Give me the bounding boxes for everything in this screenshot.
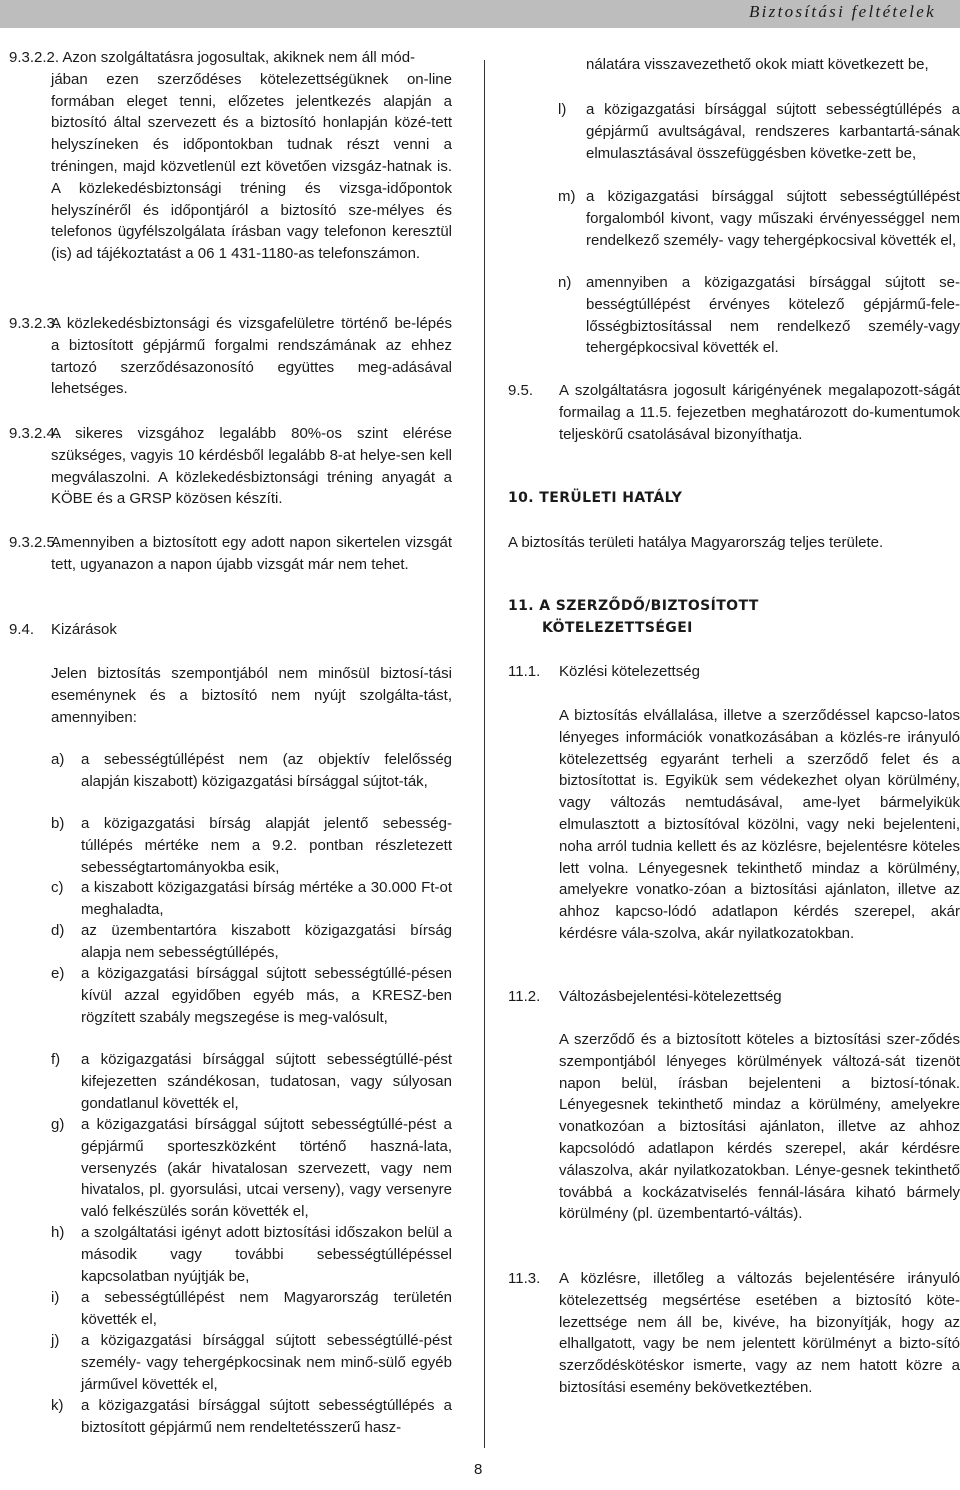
section-11-1-heading [508,661,960,683]
section-11-1-text [559,705,960,945]
list-item-f [51,1049,452,1114]
list-item-l [558,99,960,164]
list-text: a közigazgatási bírsággal sújtott sebességtúllépés a gépjármű avultságával, rendszeres karbantartá-sának elmulasztásával összefüggésben követke-zett be, [586,101,960,162]
list-text: a közigazgatási bírsággal sújtott sebességtúllé-pést kifejezetten szándékosan, tudatosan, vagy súlyosan gondatlanul követték el, [81,1051,452,1112]
list-text: a sebességtúllépést nem Magyarország területén követték el, [81,1289,452,1328]
list-item-j [51,1330,452,1395]
list-item-k [51,1395,452,1439]
section-text: jában ezen szerződéses kötelezettségüknek on-line formában eleget tenni, előzetes jelentkezés alapján a biztosító által szervezett és a biztosító honlapján közé-tett helyszíneken és időpontokban tudnak részt venni a tréningen, majd közvetlenül ezt követően vizsgáz-hatnak is. A közlekedésbiztonsági tréning és vizsga-időpontok helyszínéről és időpontjáról a biztosító sze-mélyes és telefonos ügyfélszolgálata írásban vagy telefonon keresztül (is) ad tájékoztatást a 06 1 431-1180-as telefonszámon. [51,70,452,263]
section-text: A szolgáltatásra jogosult kárigényének megalapozott-ságát formailag a 11.5. fejezetben meghatározott do-kumentumok teljeskörű csatolásával bizonyíthatja. [559,382,960,443]
list-item-m [558,186,960,251]
section-9-3-2-5 [9,532,452,576]
list-text: a közigazgatási bírsággal sújtott sebességtúllépés a biztosított gépjármű nem rendeltetésszerű hasz- [81,1397,452,1436]
list-text: a sebességtúllépést nem (az objektív felelősség alapján kiszabott) közigazgatási bírsággal sújtot-ták, [81,751,452,790]
list-text: nálatára visszavezethető okok miatt következett be, [586,56,929,73]
section-text: Amennyiben a biztosított egy adott napon sikertelen vizsgát tett, ugyanazon a napon újabb vizsgát már nem tehet. [51,534,452,573]
section-number: 11.3. [508,1270,541,1287]
page-number: 8 [474,1461,483,1478]
list-text: a közigazgatási bírsággal sújtott sebességtúllépést forgalomból kivont, vagy műszaki érvényességgel nem rendelkező személy- vagy tehergépkocsival követték el, [586,188,960,249]
section-9-4-heading [9,619,452,641]
section-number: 9.4. [9,621,35,638]
list-text: a közigazgatási bírság alapját jelentő sebesség-túllépés mértéke nem a 9.2. pontban részletezett sebességtartományokba esik, [81,815,452,876]
list-item-e [51,963,452,1028]
section-text: A közlekedésbiztonsági és vizsgafelületre történő be-lépés a biztosított gépjármű forgalmi rendszámának az ehhez tartozó szerződésazonosító együttes meg-adásával lehetséges. [51,315,452,398]
list-item-i [51,1287,452,1331]
header-title: Biztosítási feltételek [748,2,936,21]
section-title: Kizárások [51,621,117,638]
list-letter: l) [558,101,567,118]
list-text: a kiszabott közigazgatási bírság mértéke a 30.000 Ft-ot meghaladta, [81,879,452,918]
list-letter: a) [51,751,65,768]
section-number: 11.1. [508,663,541,680]
section-text: A szerződő és a biztosított köteles a biztosítási szer-ződés szempontjából lényeges körülmények változá-sát tizenöt napon belül, írásban bejelenteni a biztosí-tónak. Lényegesnek tekinthető mindaz a körülmény, amelyekre vonatkozóan a biztosítási ajánlaton, illetve az ahhoz kapcsolódó adatlapon kérdés szerepel, akár kérdésre válaszolva, akár nyilatkozatokban. Lénye-gesnek tekinthető továbbá a kockázatviselés fennál-lására kiható bármely körülmény (pl. üzembentartó-váltás). [559,1031,960,1223]
list-letter: j) [51,1332,60,1349]
list-letter: m) [558,188,576,205]
section-11-3 [508,1268,960,1399]
heading-11-line2: KÖTELEZETTSÉGEI [542,620,693,636]
list-item-c [51,877,452,921]
list-item-d [51,920,452,964]
section-title: Változásbejelentési-kötelezettség [559,988,782,1005]
list-letter: c) [51,879,64,896]
section-9-3-2-4 [9,423,452,510]
section-11-2-text [559,1029,960,1225]
list-item-h [51,1222,452,1287]
list-item-k-continued [586,54,960,76]
section-title: Közlési kötelezettség [559,663,700,680]
section-text: Jelen biztosítás szempontjából nem minősül biztosí-tási eseménynek és a biztosító nem nyújt szolgálta-tást, amennyiben: [51,665,452,726]
list-text: a közigazgatási bírsággal sújtott sebességtúllé-pést személy- vagy tehergépkocsinak nem minő-sülő egyéb járművel követték el, [81,1332,452,1393]
list-item-b [51,813,452,878]
section-number: 9.5. [508,382,534,399]
section-text: A közlésre, illetőleg a változás bejelentésére irányuló kötelezettség megsértése esetében a biztosító köte-lezettsége nem áll be, kivéve, ha bizonyítják, hogy az elhallgatott, vagy be nem jelentett körülményt a bizto-sító szerződéskötéskor ismerte, vagy az nem hatott közre a biztosítási esemény bekövetkeztében. [559,1270,960,1396]
list-text: a közigazgatási bírsággal sújtott sebességtúllé-pésen kívül azzal egyidőben egyéb más, a KRESZ-ben rögzített szabály megszegése is meg-valósult, [81,965,452,1026]
list-text: az üzembentartóra kiszabott közigazgatási bírság alapja nem sebességtúllépés, [81,922,452,961]
section-9-3-2-2 [9,47,452,265]
list-letter: g) [51,1116,65,1133]
section-9-5 [508,380,960,445]
list-item-g [51,1114,452,1223]
list-item-a [51,749,452,793]
heading-11-line1: 11. A SZERZŐDŐ/BIZTOSÍTOTT [508,598,759,614]
section-10-text [508,532,960,554]
list-text: amennyiben a közigazgatási bírsággal sújtott se-bességtúllépést érvényes kötelező gépjármű-fele-lősségbiztosítással nem rendelkező személy-vagy tehergépkocsival követték el. [586,274,960,357]
list-letter: i) [51,1289,60,1306]
section-text: A sikeres vizsgához legalább 80%-os szint elérése szükséges, vagyis 10 kérdésből legalább 8-at helye-sen kell megválaszolni. A közlekedésbiztonsági tréning anyagát a KÖBE és a GRSP közösen készíti. [51,425,452,508]
list-letter: b) [51,815,65,832]
list-text: a szolgáltatási igényt adott biztosítási időszakon belül a második vagy további sebességtúllépéssel kapcsolatban nyújtják be, [81,1224,452,1285]
column-divider [484,60,485,1448]
list-letter: n) [558,274,572,291]
list-letter: f) [51,1051,61,1068]
section-number: 9.3.2.3. [9,315,60,332]
list-letter: e) [51,965,65,982]
heading-10: 10. TERÜLETI HATÁLY [508,490,683,506]
list-letter: h) [51,1224,65,1241]
section-number: 11.2. [508,988,541,1005]
section-text: A biztosítás területi hatálya Magyarország teljes területe. [508,534,884,551]
page-header [0,0,960,28]
section-number: 9.3.2.5. [9,534,60,551]
section-9-3-2-3 [9,313,452,400]
list-item-n [558,272,960,359]
section-text: 9.3.2.2. Azon szolgáltatásra jogosultak, akiknek nem áll mód- [9,49,416,66]
list-letter: d) [51,922,65,939]
section-11-2-heading [508,986,960,1008]
list-text: a közigazgatási bírsággal sújtott sebességtúllé-pést a gépjármű sporteszközként történő haszná-lata, versenyzés (akár hivatalosan szervezett, vagy nem hivatalos, pl. gyorsulási, utcai verseny), vagy versenyre való felkészülés során követték el, [81,1116,452,1221]
list-letter: k) [51,1397,64,1414]
section-9-4-intro [51,663,452,728]
section-number: 9.3.2.4. [9,425,60,442]
section-text: A biztosítás elvállalása, illetve a szerződéssel kapcso-latos lényeges információk vonatkozásában a közlés-re irányuló kötelezettség egyaránt terheli a szerződő felet és a biztosítottat is. Egyikük sem védekezhet olyan körülmény, vagy változás nemtudásával, ame-lyet bármelyikük elmulasztott a biztosítóval közölni, vagy neki bejelenteni, noha arról tudnia kellett és az közlésre, bejelentésre köteles lett volna. Lényegesnek tekinthető mindaz a körülmény, amelyekre vonatko-zóan a biztosítási ajánlaton, illetve az ahhoz kapcso-lódó adatlapon kérdés szerepel, akár kérdésre vála-szolva, akár nyilatkozatokban. [559,707,960,942]
